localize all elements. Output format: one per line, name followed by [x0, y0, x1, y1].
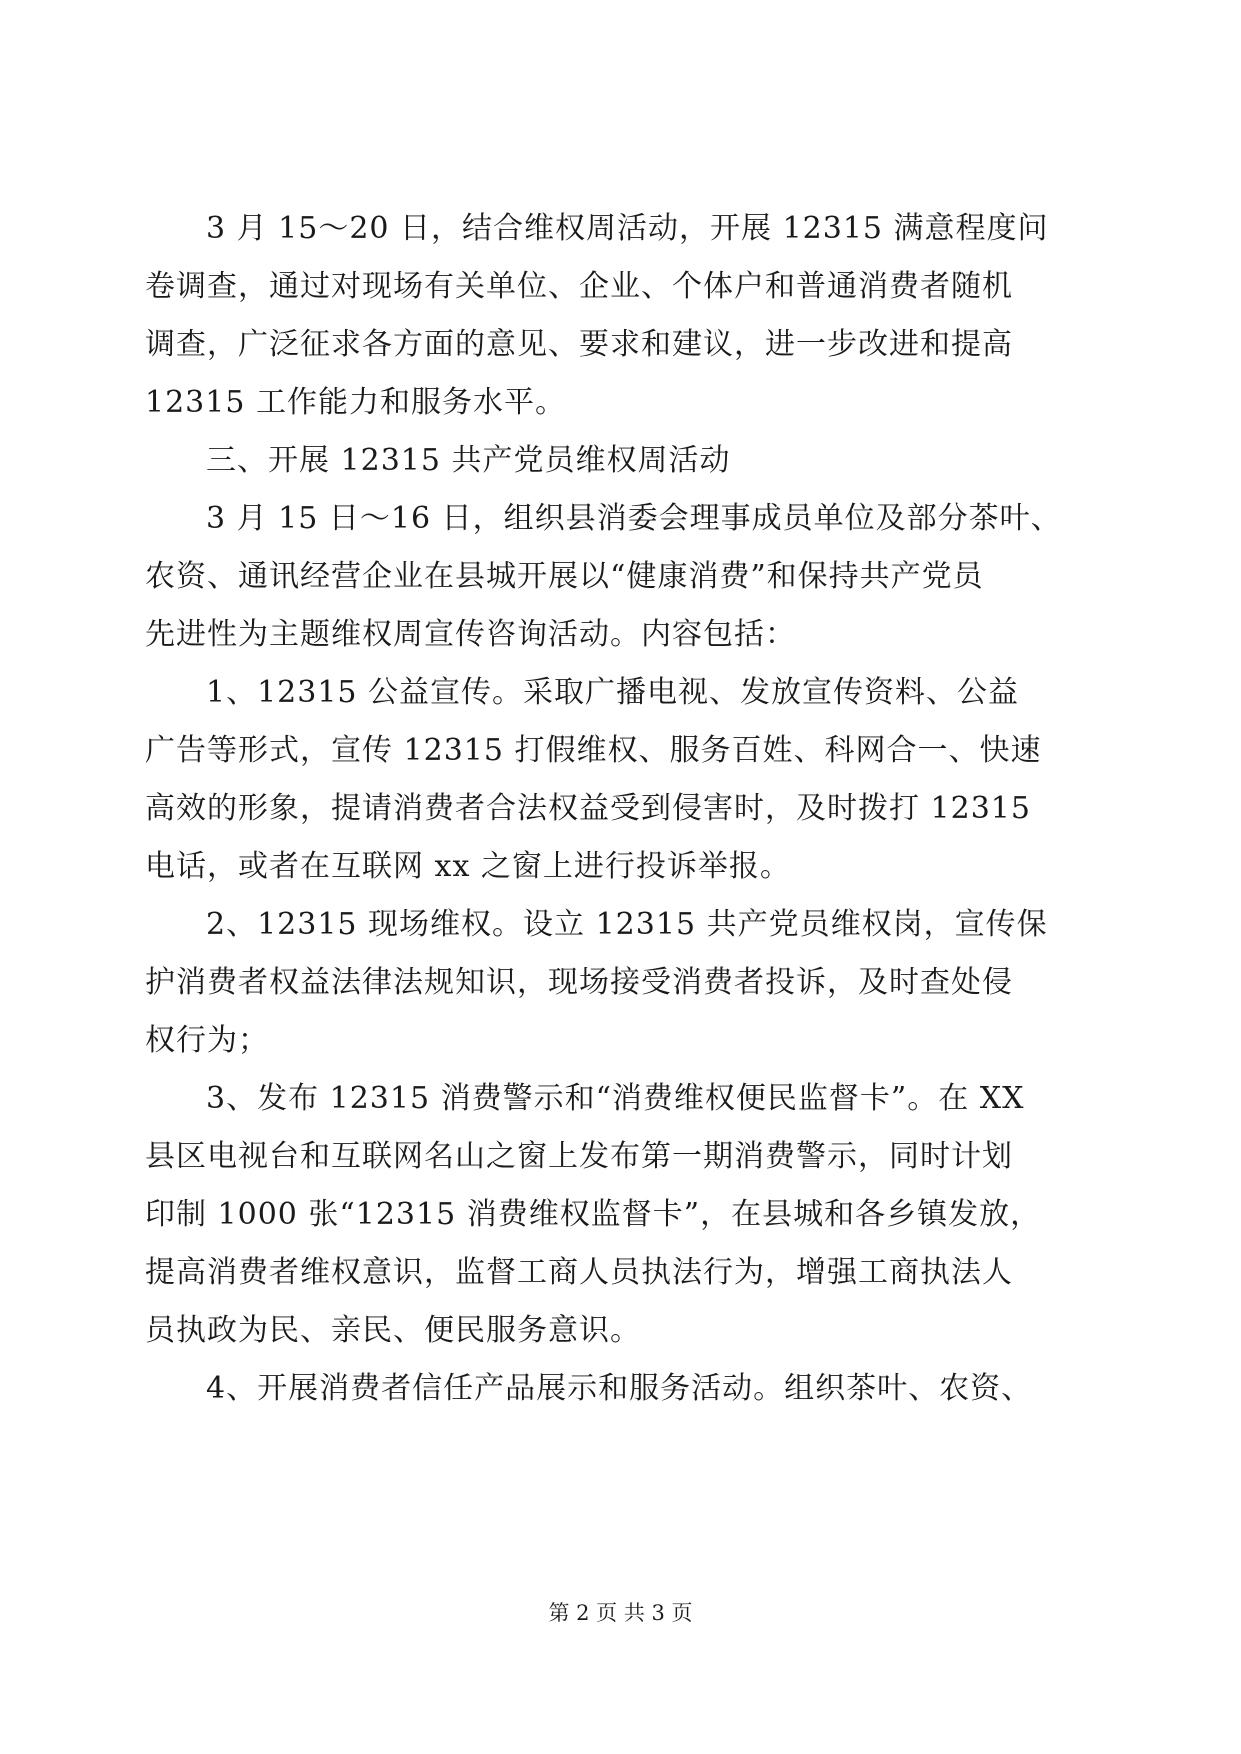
page-number-footer: 第 2 页 共 3 页 [548, 1601, 693, 1625]
section-heading: 三、开展 12315 共产党员维权周活动 [206, 443, 731, 478]
text-line: 员执政为民、亲民、便民服务意识。 [145, 1313, 641, 1348]
text-line: 护消费者权益法律法规知识，现场接受消费者投诉，及时查处侵 [145, 965, 1013, 1000]
text-line: 高效的形象，提请消费者合法权益受到侵害时，及时拨打 12315 [145, 791, 1031, 826]
text-line: 电话，或者在互联网 xx 之窗上进行投诉举报。 [145, 849, 791, 884]
text-line: 先进性为主题维权周宣传咨询活动。内容包括： [145, 617, 796, 652]
text-line: 3 月 15 日～16 日，组织县消委会理事成员单位及部分茶叶、 [206, 501, 1062, 536]
text-line: 县区电视台和互联网名山之窗上发布第一期消费警示，同时计划 [145, 1139, 1013, 1174]
text-line: 2、12315 现场维权。设立 12315 共产党员维权岗，宣传保 [206, 907, 1048, 942]
text-line: 4、开展消费者信任产品展示和服务活动。组织茶叶、农资、 [206, 1371, 1033, 1406]
text-line: 调查，广泛征求各方面的意见、要求和建议，进一步改进和提高 [145, 327, 1013, 362]
text-line: 提高消费者维权意识，监督工商人员执法行为，增强工商执法人 [145, 1255, 1013, 1290]
text-line: 3 月 15～20 日，结合维权周活动，开展 12315 满意程度问 [206, 211, 1049, 246]
text-line: 卷调查，通过对现场有关单位、企业、个体户和普通消费者随机 [145, 269, 1013, 304]
text-line: 印制 1000 张“12315 消费维权监督卡”，在县城和各乡镇发放， [145, 1197, 1042, 1232]
text-line: 12315 工作能力和服务水平。 [145, 385, 566, 420]
text-line: 广告等形式，宣传 12315 打假维权、服务百姓、科网合一、快速 [145, 733, 1042, 768]
text-line: 3、发布 12315 消费警示和“消费维权便民监督卡”。在 XX [206, 1081, 1025, 1116]
text-line: 1、12315 公益宣传。采取广播电视、发放宣传资料、公益 [206, 675, 1020, 710]
text-line: 农资、通讯经营企业在县城开展以“健康消费”和保持共产党员 [145, 559, 984, 594]
text-line: 权行为； [145, 1023, 269, 1058]
